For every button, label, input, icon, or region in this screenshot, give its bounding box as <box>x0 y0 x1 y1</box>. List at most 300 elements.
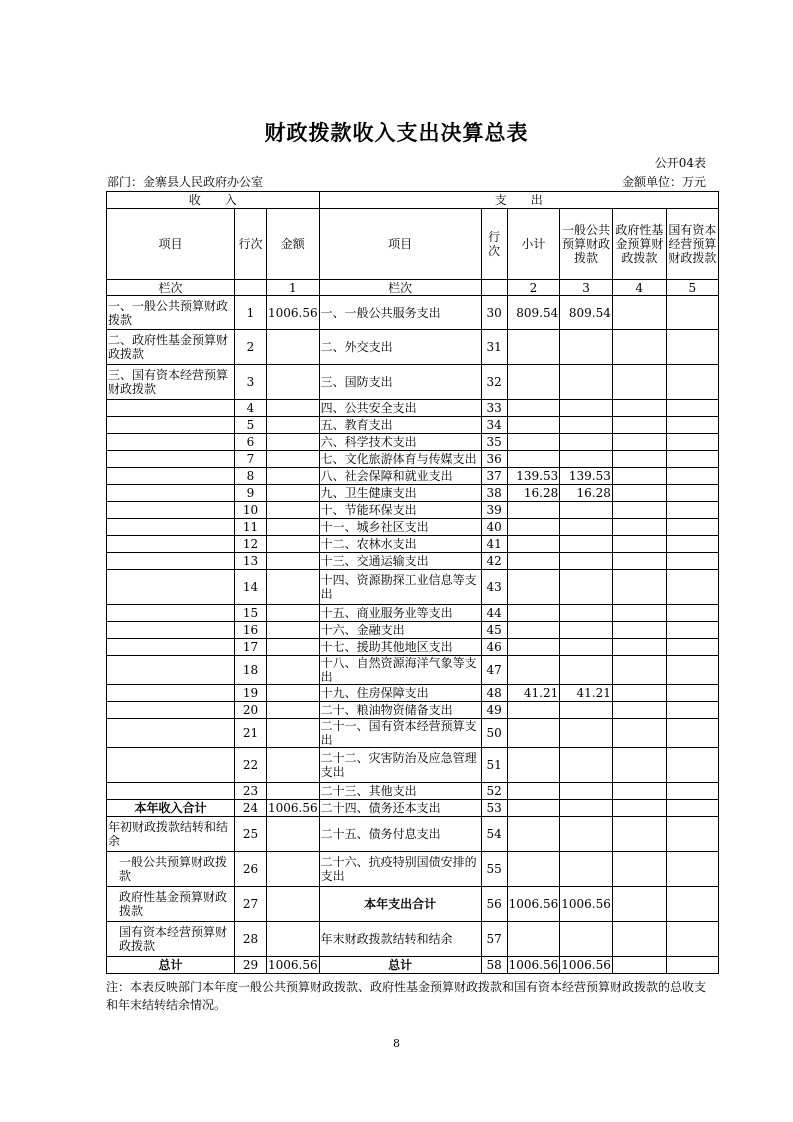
income-item-cell <box>107 656 235 685</box>
table-row <box>107 922 719 957</box>
gov-fund-cell <box>612 365 666 400</box>
gov-fund-cell <box>612 330 666 365</box>
gov-fund-cell <box>612 400 666 417</box>
expense-rowno-header: 行次 <box>481 209 507 280</box>
subtotal-cell: 16.28 <box>507 485 560 502</box>
expense-rowno-cell: 38 <box>481 485 507 502</box>
subtotal-cell <box>507 783 560 800</box>
subtotal-cell <box>507 400 560 417</box>
state-capital-cell <box>666 622 718 639</box>
income-rowno-cell: 13 <box>235 553 267 570</box>
gov-fund-cell <box>612 605 666 622</box>
gov-fund-cell <box>612 417 666 434</box>
state-capital-cell <box>666 502 718 519</box>
income-rowno-cell: 6 <box>235 434 267 451</box>
general-budget-cell <box>560 702 613 719</box>
state-capital-cell <box>666 852 718 887</box>
income-amount-cell <box>267 365 320 400</box>
subtotal-cell <box>507 570 560 605</box>
expense-item-cell: 本年支出合计 <box>319 887 481 922</box>
income-rowno-cell: 4 <box>235 400 267 417</box>
income-amount-header: 金额 <box>267 209 320 280</box>
income-rowno-cell: 1 <box>235 296 267 330</box>
income-item-cell: 总计 <box>107 957 235 974</box>
income-rowno-cell: 27 <box>235 887 267 922</box>
column-index-4: 4 <box>612 280 666 296</box>
gov-fund-cell <box>612 783 666 800</box>
expense-rowno-cell: 50 <box>481 719 507 748</box>
general-budget-cell: 16.28 <box>560 485 613 502</box>
expense-rowno-cell: 53 <box>481 800 507 817</box>
income-item-cell <box>107 468 235 485</box>
income-item-cell <box>107 519 235 536</box>
income-item-cell: 二、政府性基金预算财政拨款 <box>107 330 235 365</box>
gov-fund-cell <box>612 622 666 639</box>
income-rowno-cell: 25 <box>235 817 267 852</box>
gov-fund-cell <box>612 451 666 468</box>
expense-rowno-cell: 33 <box>481 400 507 417</box>
expense-rowno-cell: 47 <box>481 656 507 685</box>
expense-item-cell: 年末财政拨款结转和结余 <box>319 922 481 957</box>
expense-item-cell: 二十三、其他支出 <box>319 783 481 800</box>
column-index-3: 3 <box>560 280 613 296</box>
income-amount-cell <box>267 783 320 800</box>
gov-fund-cell <box>612 800 666 817</box>
income-item-cell: 年初财政拨款结转和结余 <box>107 817 235 852</box>
income-rowno-cell: 2 <box>235 330 267 365</box>
expense-rowno-cell: 55 <box>481 852 507 887</box>
form-number: 公开04表 <box>654 156 706 170</box>
income-item-cell <box>107 702 235 719</box>
income-rowno-cell: 28 <box>235 922 267 957</box>
general-budget-cell <box>560 570 613 605</box>
table-row <box>107 434 719 451</box>
gov-fund-cell <box>612 502 666 519</box>
gov-fund-cell <box>612 656 666 685</box>
subtotal-cell <box>507 922 560 957</box>
income-item-cell <box>107 417 235 434</box>
general-budget-cell <box>560 605 613 622</box>
table-row <box>107 485 719 502</box>
expense-item-cell: 二十五、债务付息支出 <box>319 817 481 852</box>
state-capital-cell <box>666 605 718 622</box>
income-rowno-cell: 12 <box>235 536 267 553</box>
expense-rowno-cell: 45 <box>481 622 507 639</box>
income-amount-cell <box>267 451 320 468</box>
income-amount-cell <box>267 702 320 719</box>
gov-fund-cell <box>612 748 666 783</box>
subtotal-cell <box>507 365 560 400</box>
income-item-cell <box>107 783 235 800</box>
income-rowno-cell: 22 <box>235 748 267 783</box>
income-rowno-cell: 5 <box>235 417 267 434</box>
state-capital-cell <box>666 417 718 434</box>
state-capital-cell <box>666 330 718 365</box>
subtotal-cell <box>507 451 560 468</box>
income-item-cell <box>107 622 235 639</box>
subtotal-cell <box>507 656 560 685</box>
general-budget-cell: 1006.56 <box>560 887 613 922</box>
column-index-5: 5 <box>666 280 718 296</box>
income-item-cell <box>107 719 235 748</box>
expense-rowno-cell: 34 <box>481 417 507 434</box>
income-rowno-cell: 23 <box>235 783 267 800</box>
general-budget-header: 一般公共预算财政拨款 <box>560 209 613 280</box>
income-rowno-cell: 19 <box>235 685 267 702</box>
expense-rowno-cell: 35 <box>481 434 507 451</box>
footnote: 注：本表反映部门本年度一般公共预算财政拨款、政府性基金预算财政拨款和国有资本经营预算财政拨款的总收支和年末结转结余情况。 <box>106 980 707 1012</box>
income-item-cell: 本年收入合计 <box>107 800 235 817</box>
general-budget-cell: 1006.56 <box>561 958 611 972</box>
subtotal-cell: 1006.56 <box>507 887 560 922</box>
expense-item-cell: 八、社会保障和就业支出 <box>319 468 481 485</box>
general-budget-cell <box>560 800 613 817</box>
income-amount-cell <box>267 639 320 656</box>
expense-item-cell: 十七、援助其他地区支出 <box>319 639 481 656</box>
income-rowno-cell: 7 <box>235 451 267 468</box>
income-rowno-cell: 26 <box>235 852 267 887</box>
column-index-2: 2 <box>507 280 560 296</box>
general-budget-cell <box>560 852 613 887</box>
gov-fund-cell <box>612 570 666 605</box>
expense-item-cell: 总计 <box>319 957 481 974</box>
income-item-cell <box>107 553 235 570</box>
state-capital-header: 国有资本经营预算财政拨款 <box>666 209 718 280</box>
table-row <box>107 605 719 622</box>
state-capital-cell <box>666 570 718 605</box>
state-capital-cell <box>666 702 718 719</box>
expense-rowno-cell: 39 <box>481 502 507 519</box>
subtotal-cell: 809.54 <box>507 296 560 330</box>
expense-rowno-cell: 57 <box>481 922 507 957</box>
state-capital-cell <box>666 656 718 685</box>
expense-rowno-cell: 37 <box>481 468 507 485</box>
income-rowno-cell: 3 <box>235 365 267 400</box>
table-row <box>107 817 719 852</box>
subtotal-cell <box>507 719 560 748</box>
table-row <box>107 800 719 817</box>
gov-fund-cell <box>612 519 666 536</box>
expense-rowno-cell: 43 <box>481 570 507 605</box>
expense-rowno-cell: 48 <box>481 685 507 702</box>
table-row <box>107 656 719 685</box>
income-item-cell <box>107 451 235 468</box>
expense-item-cell: 七、文化旅游体育与传媒支出 <box>319 451 481 468</box>
subtotal-cell <box>507 502 560 519</box>
expense-item-cell: 二、外交支出 <box>319 330 481 365</box>
expense-item-cell: 十九、住房保障支出 <box>319 685 481 702</box>
general-budget-cell <box>560 400 613 417</box>
state-capital-cell <box>666 536 718 553</box>
income-amount-cell <box>267 748 320 783</box>
column-index-empty <box>481 280 507 296</box>
general-budget-cell <box>560 553 613 570</box>
page-title: 财政拨款收入支出决算总表 <box>264 121 529 145</box>
table-row <box>107 468 719 485</box>
table-row <box>107 957 719 974</box>
general-budget-cell <box>560 656 613 685</box>
general-budget-cell <box>560 817 613 852</box>
general-budget-cell <box>560 519 613 536</box>
subtotal-cell <box>507 639 560 656</box>
expense-rowno-cell: 44 <box>481 605 507 622</box>
expense-item-cell: 六、科学技术支出 <box>319 434 481 451</box>
expense-item-cell: 三、国防支出 <box>319 365 481 400</box>
income-amount-cell <box>267 817 320 852</box>
gov-fund-cell <box>612 852 666 887</box>
general-budget-cell <box>560 365 613 400</box>
income-item-cell: 政府性基金预算财政拨款 <box>107 887 235 922</box>
expense-rowno-cell: 51 <box>481 748 507 783</box>
income-item-cell <box>107 748 235 783</box>
state-capital-cell <box>666 800 718 817</box>
general-budget-cell <box>560 639 613 656</box>
general-budget-cell <box>560 502 613 519</box>
table-row <box>107 702 719 719</box>
expense-rowno-cell: 31 <box>481 330 507 365</box>
subtotal-cell: 139.53 <box>507 468 560 485</box>
income-amount-cell <box>267 502 320 519</box>
expense-item-cell: 二十一、国有资本经营预算支出 <box>319 719 481 748</box>
expense-item-cell: 四、公共安全支出 <box>319 400 481 417</box>
expense-rowno-cell: 36 <box>481 451 507 468</box>
expense-rowno-cell: 52 <box>481 783 507 800</box>
income-rowno-cell: 16 <box>235 622 267 639</box>
gov-fund-header: 政府性基金预算财政拨款 <box>612 209 666 280</box>
income-amount-cell <box>267 719 320 748</box>
income-item-cell: 一、一般公共预算财政拨款 <box>107 296 235 330</box>
subtotal-cell <box>507 622 560 639</box>
state-capital-cell <box>666 719 718 748</box>
subtotal-cell: 1006.56 <box>508 958 559 972</box>
table-row <box>107 330 719 365</box>
department-label: 部门：金寨县人民政府办公室 <box>107 175 264 189</box>
state-capital-cell <box>666 553 718 570</box>
subtotal-cell <box>507 748 560 783</box>
table-row <box>107 296 719 330</box>
page-number: 8 <box>393 1037 400 1050</box>
expense-item-cell: 十八、自然资源海洋气象等支出 <box>319 656 481 685</box>
expense-group-header: 支 出 <box>319 192 718 209</box>
income-item-cell <box>107 639 235 656</box>
expense-rowno-cell: 30 <box>481 296 507 330</box>
expense-item-cell: 十一、城乡社区支出 <box>319 519 481 536</box>
subtotal-cell <box>507 536 560 553</box>
income-amount-cell: 1006.56 <box>268 958 318 972</box>
income-rowno-cell: 18 <box>235 656 267 685</box>
gov-fund-cell <box>612 468 666 485</box>
state-capital-cell <box>666 468 718 485</box>
state-capital-cell <box>666 639 718 656</box>
table-row <box>107 451 719 468</box>
income-amount-cell <box>267 434 320 451</box>
column-index-row <box>107 280 719 296</box>
state-capital-cell <box>666 485 718 502</box>
state-capital-cell <box>666 296 718 330</box>
state-capital-cell <box>666 451 718 468</box>
expense-rowno-cell: 46 <box>481 639 507 656</box>
income-item-cell <box>107 605 235 622</box>
income-item-cell: 国有资本经营预算财政拨款 <box>107 922 235 957</box>
expense-item-cell: 十二、农林水支出 <box>319 536 481 553</box>
income-amount-cell <box>267 605 320 622</box>
income-rowno-cell: 29 <box>235 957 267 974</box>
income-amount-cell: 1006.56 <box>268 801 318 815</box>
state-capital-cell <box>666 922 718 957</box>
gov-fund-cell <box>612 685 666 702</box>
income-amount-cell <box>267 330 320 365</box>
state-capital-cell <box>666 519 718 536</box>
income-rowno-header: 行次 <box>235 209 267 280</box>
state-capital-cell <box>666 685 718 702</box>
general-budget-cell <box>560 417 613 434</box>
header-group-row <box>107 192 719 209</box>
subtotal-cell <box>507 702 560 719</box>
state-capital-cell <box>666 365 718 400</box>
income-item-cell: 一般公共预算财政拨款 <box>107 852 235 887</box>
gov-fund-cell <box>612 296 666 330</box>
state-capital-cell <box>666 887 718 922</box>
income-amount-cell <box>267 570 320 605</box>
column-index-label-right: 栏次 <box>319 280 481 296</box>
income-amount-cell <box>267 400 320 417</box>
income-amount-cell <box>267 553 320 570</box>
income-rowno-cell: 21 <box>235 719 267 748</box>
table-row <box>107 622 719 639</box>
gov-fund-cell <box>612 719 666 748</box>
table-row <box>107 365 719 400</box>
gov-fund-cell <box>612 922 666 957</box>
subtotal-header: 小计 <box>507 209 560 280</box>
column-index-empty <box>235 280 267 296</box>
income-item-cell <box>107 502 235 519</box>
expense-item-header: 项目 <box>319 209 481 280</box>
income-amount-cell <box>267 519 320 536</box>
income-item-cell <box>107 570 235 605</box>
expense-rowno-cell: 58 <box>481 957 507 974</box>
subtotal-cell <box>507 330 560 365</box>
expense-rowno-cell: 56 <box>481 887 507 922</box>
gov-fund-cell <box>612 485 666 502</box>
general-budget-cell <box>560 748 613 783</box>
expense-item-cell: 十六、金融支出 <box>319 622 481 639</box>
income-rowno-cell: 24 <box>235 800 267 817</box>
column-index-1: 1 <box>267 280 320 296</box>
income-amount-cell <box>267 685 320 702</box>
general-budget-cell <box>560 330 613 365</box>
unit-label: 金额单位：万元 <box>621 175 706 189</box>
income-amount-cell <box>267 485 320 502</box>
income-item-cell <box>107 400 235 417</box>
subtotal-cell <box>507 434 560 451</box>
subtotal-cell <box>507 417 560 434</box>
expense-item-cell: 十四、资源勘探工业信息等支出 <box>319 570 481 605</box>
income-amount-cell <box>267 852 320 887</box>
state-capital-cell <box>666 783 718 800</box>
expense-rowno-cell: 54 <box>481 817 507 852</box>
income-item-cell: 三、国有资本经营预算财政拨款 <box>107 365 235 400</box>
table-row <box>107 400 719 417</box>
expense-rowno-cell: 49 <box>481 702 507 719</box>
income-group-header: 收 入 <box>107 192 320 209</box>
income-item-cell <box>107 485 235 502</box>
expense-item-cell: 二十二、灾害防治及应急管理支出 <box>319 748 481 783</box>
expense-item-cell: 二十四、债务还本支出 <box>319 800 481 817</box>
income-rowno-cell: 15 <box>235 605 267 622</box>
subtotal-cell <box>507 553 560 570</box>
table-row <box>107 519 719 536</box>
table-row <box>107 417 719 434</box>
expense-item-cell: 十三、交通运输支出 <box>319 553 481 570</box>
income-amount-cell <box>267 622 320 639</box>
expense-rowno-cell: 32 <box>481 365 507 400</box>
income-rowno-cell: 10 <box>235 502 267 519</box>
expense-rowno-cell: 40 <box>481 519 507 536</box>
expense-item-cell: 十五、商业服务业等支出 <box>319 605 481 622</box>
expense-item-cell: 五、教育支出 <box>319 417 481 434</box>
income-amount-cell <box>267 922 320 957</box>
income-item-cell <box>107 536 235 553</box>
general-budget-cell <box>560 622 613 639</box>
subtotal-cell <box>507 800 560 817</box>
general-budget-cell <box>560 922 613 957</box>
income-rowno-cell: 17 <box>235 639 267 656</box>
table-row <box>107 748 719 783</box>
subtotal-cell <box>507 605 560 622</box>
state-capital-cell <box>666 434 718 451</box>
income-item-cell <box>107 434 235 451</box>
table-row <box>107 887 719 922</box>
income-amount-cell <box>267 468 320 485</box>
subtotal-cell <box>507 817 560 852</box>
gov-fund-cell <box>612 957 666 974</box>
subtotal-cell <box>507 519 560 536</box>
table-row <box>107 639 719 656</box>
gov-fund-cell <box>612 553 666 570</box>
header-column-row <box>107 209 719 280</box>
table-row <box>107 783 719 800</box>
income-amount-cell: 1006.56 <box>267 296 320 330</box>
expense-item-cell: 九、卫生健康支出 <box>319 485 481 502</box>
state-capital-cell <box>666 400 718 417</box>
income-rowno-cell: 14 <box>235 570 267 605</box>
table-row <box>107 685 719 702</box>
expense-rowno-cell: 41 <box>481 536 507 553</box>
table-row <box>107 852 719 887</box>
general-budget-cell <box>560 434 613 451</box>
expense-item-cell: 二十六、抗疫特别国债安排的支出 <box>319 852 481 887</box>
general-budget-cell: 809.54 <box>560 296 613 330</box>
gov-fund-cell <box>612 887 666 922</box>
income-amount-cell <box>267 536 320 553</box>
income-amount-cell <box>267 887 320 922</box>
income-amount-cell <box>267 417 320 434</box>
income-amount-cell <box>267 656 320 685</box>
table-row <box>107 719 719 748</box>
income-rowno-cell: 8 <box>235 468 267 485</box>
table-row <box>107 536 719 553</box>
gov-fund-cell <box>612 434 666 451</box>
general-budget-cell: 139.53 <box>560 468 613 485</box>
gov-fund-cell <box>612 817 666 852</box>
income-rowno-cell: 11 <box>235 519 267 536</box>
subtotal-cell: 41.21 <box>507 685 560 702</box>
table-row <box>107 570 719 605</box>
general-budget-cell <box>560 536 613 553</box>
income-rowno-cell: 20 <box>235 702 267 719</box>
gov-fund-cell <box>612 536 666 553</box>
income-rowno-cell: 9 <box>235 485 267 502</box>
